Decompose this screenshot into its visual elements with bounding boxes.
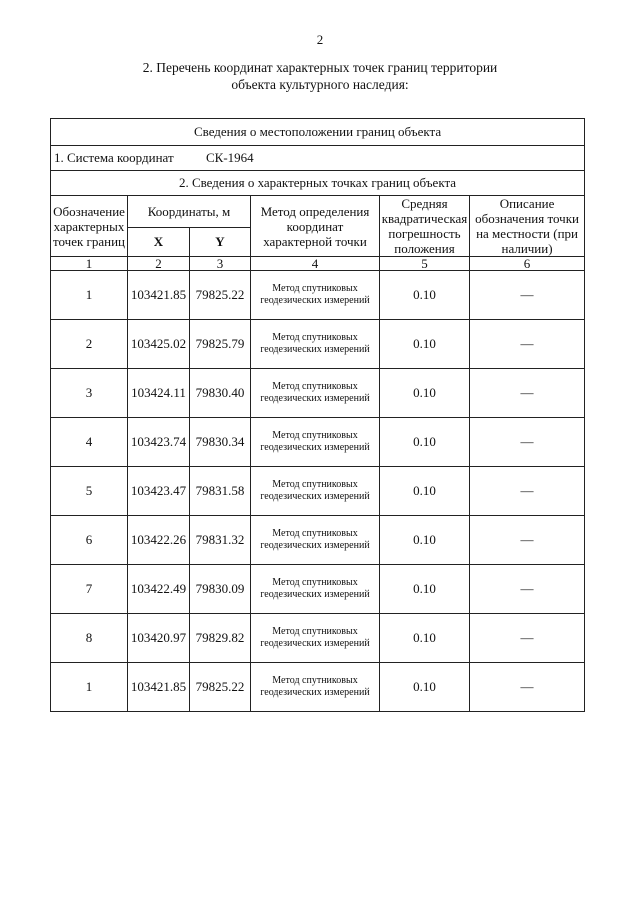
coord-system-label: 1. Система координат — [54, 150, 174, 165]
coord-x: 103425.02 — [128, 320, 190, 369]
method: Метод спутниковых геодезических измерений — [251, 565, 380, 614]
point-number: 3 — [51, 369, 128, 418]
header-error: Средняя квадратическая погрешность положения — [380, 196, 470, 257]
section-title: Сведения о местоположении границ объекта — [51, 119, 585, 146]
table-row — [51, 663, 585, 712]
coord-x: 103422.49 — [128, 565, 190, 614]
method: Метод спутниковых геодезических измерений — [251, 614, 380, 663]
document-title — [0, 59, 640, 93]
error-value: 0.10 — [380, 271, 470, 320]
title-line-1: 2. Перечень координат характерных точек границ территории — [142, 60, 498, 75]
point-number: 1 — [51, 271, 128, 320]
coord-y: 79830.09 — [190, 565, 251, 614]
table-row — [51, 418, 585, 467]
description: — — [470, 614, 585, 663]
coord-y: 79829.82 — [190, 614, 251, 663]
error-value: 0.10 — [380, 320, 470, 369]
method: Метод спутниковых геодезических измерений — [251, 271, 380, 320]
table-row — [51, 565, 585, 614]
coord-y: 79825.22 — [190, 271, 251, 320]
coord-x: 103421.85 — [128, 271, 190, 320]
coord-x: 103421.85 — [128, 663, 190, 712]
error-value: 0.10 — [380, 663, 470, 712]
description: — — [470, 418, 585, 467]
coord-x: 103422.26 — [128, 516, 190, 565]
error-value: 0.10 — [380, 418, 470, 467]
coord-x: 103420.97 — [128, 614, 190, 663]
coord-system-value: СК-1964 — [206, 150, 254, 165]
point-number: 5 — [51, 467, 128, 516]
header-x: X — [128, 227, 190, 256]
column-number: 6 — [470, 257, 585, 271]
point-number: 1 — [51, 663, 128, 712]
description: — — [470, 271, 585, 320]
coord-y: 79831.32 — [190, 516, 251, 565]
coord-y: 79825.22 — [190, 663, 251, 712]
coord-system-row — [51, 146, 585, 171]
point-number: 7 — [51, 565, 128, 614]
error-value: 0.10 — [380, 467, 470, 516]
method: Метод спутниковых геодезических измерений — [251, 369, 380, 418]
coord-x: 103424.11 — [128, 369, 190, 418]
point-number: 6 — [51, 516, 128, 565]
coord-x: 103423.74 — [128, 418, 190, 467]
method: Метод спутниковых геодезических измерений — [251, 467, 380, 516]
point-number: 8 — [51, 614, 128, 663]
point-number: 2 — [51, 320, 128, 369]
column-number: 3 — [190, 257, 251, 271]
header-method: Метод определения координат характерной точки — [251, 196, 380, 257]
method: Метод спутниковых геодезических измерений — [251, 516, 380, 565]
table-row — [51, 271, 585, 320]
description: — — [470, 467, 585, 516]
title-line-2: объекта культурного наследия: — [231, 77, 409, 92]
header-description: Описание обозначения точки на местности (при наличии) — [470, 196, 585, 257]
description: — — [470, 663, 585, 712]
error-value: 0.10 — [380, 614, 470, 663]
coord-y: 79831.58 — [190, 467, 251, 516]
method: Метод спутниковых геодезических измерений — [251, 418, 380, 467]
description: — — [470, 565, 585, 614]
description: — — [470, 320, 585, 369]
column-number: 5 — [380, 257, 470, 271]
points-info-label: 2. Сведения о характерных точках границ объекта — [51, 171, 585, 196]
error-value: 0.10 — [380, 565, 470, 614]
method: Метод спутниковых геодезических измерений — [251, 663, 380, 712]
table-row — [51, 467, 585, 516]
coord-x: 103423.47 — [128, 467, 190, 516]
column-number: 1 — [51, 257, 128, 271]
table-row — [51, 614, 585, 663]
header-y: Y — [190, 227, 251, 256]
method: Метод спутниковых геодезических измерений — [251, 320, 380, 369]
page-number: 2 — [316, 32, 324, 47]
table-row — [51, 516, 585, 565]
coord-y: 79830.34 — [190, 418, 251, 467]
coordinates-table — [50, 118, 585, 712]
table-row — [51, 369, 585, 418]
header-coordinates: Координаты, м — [128, 196, 251, 228]
description: — — [470, 516, 585, 565]
point-number: 4 — [51, 418, 128, 467]
error-value: 0.10 — [380, 516, 470, 565]
description: — — [470, 369, 585, 418]
table-row — [51, 320, 585, 369]
coord-y: 79830.40 — [190, 369, 251, 418]
column-number: 4 — [251, 257, 380, 271]
header-designation: Обозначение характерных точек границ — [51, 196, 128, 257]
error-value: 0.10 — [380, 369, 470, 418]
column-number: 2 — [128, 257, 190, 271]
coord-y: 79825.79 — [190, 320, 251, 369]
